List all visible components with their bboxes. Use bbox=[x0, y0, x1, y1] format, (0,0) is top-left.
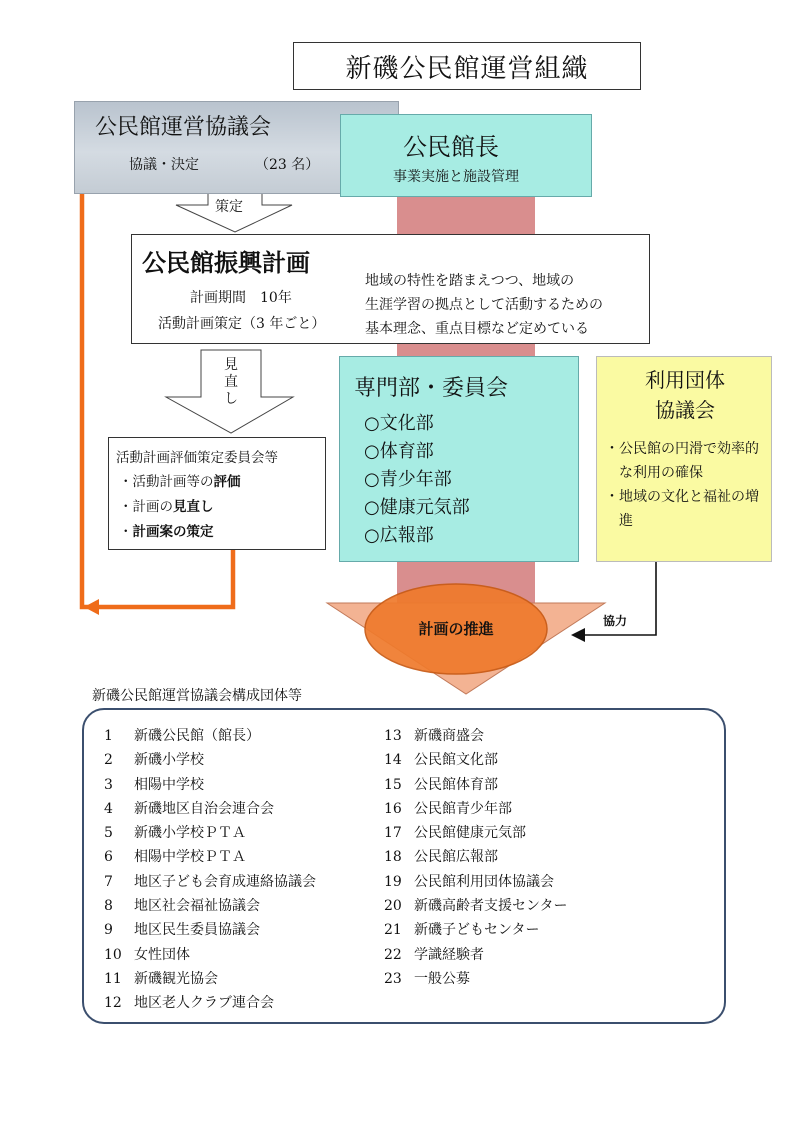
council-subtitle: 協議・決定 bbox=[129, 157, 199, 173]
member-name: 公民館利用団体協議会 bbox=[414, 873, 554, 890]
evaluation-title: 活動計画評価策定委員会等 bbox=[116, 450, 278, 466]
plan-description-line: 生涯学習の拠点として活動するための bbox=[365, 297, 603, 313]
member-name: 地区老人クラブ連合会 bbox=[134, 995, 274, 1012]
member-name: 公民館文化部 bbox=[414, 752, 498, 769]
member-name: 相陽中学校 bbox=[134, 776, 204, 793]
member-name: 公民館体育部 bbox=[414, 776, 498, 793]
member-number: 20 bbox=[384, 898, 402, 915]
member-row bbox=[104, 918, 316, 942]
member-name: 新磯観光協会 bbox=[134, 970, 218, 987]
member-row bbox=[104, 773, 316, 797]
establish-label: 策定 bbox=[215, 199, 243, 215]
member-number: 7 bbox=[104, 873, 113, 890]
member-name: 学識経験者 bbox=[414, 946, 484, 963]
member-row bbox=[104, 821, 316, 845]
member-row bbox=[384, 918, 567, 942]
review-label: 見直し bbox=[224, 357, 238, 407]
member-row bbox=[384, 724, 567, 748]
member-number: 10 bbox=[104, 946, 122, 963]
member-number: 11 bbox=[104, 970, 122, 987]
evaluation-item: ・活動計画等の評価 bbox=[119, 474, 241, 490]
council-count: （23 名） bbox=[255, 157, 320, 173]
user-groups-box bbox=[596, 356, 772, 562]
member-row bbox=[104, 845, 316, 869]
member-number: 3 bbox=[104, 776, 113, 793]
plan-description-line: 基本理念、重点目標など定めている bbox=[365, 321, 589, 337]
member-row bbox=[104, 797, 316, 821]
member-number: 2 bbox=[104, 752, 113, 769]
director-subtitle: 事業実施と施設管理 bbox=[393, 169, 519, 185]
member-number: 21 bbox=[384, 922, 402, 939]
member-row bbox=[384, 773, 567, 797]
user-groups-title bbox=[597, 365, 773, 425]
promotion-label: 計画の推進 bbox=[418, 620, 494, 638]
member-name: 地区社会福祉協議会 bbox=[134, 898, 260, 915]
members-column-right bbox=[384, 724, 567, 991]
plan-period: 計画期間 10年 bbox=[190, 290, 292, 306]
member-row bbox=[384, 943, 567, 967]
department-item: ○健康元気部 bbox=[364, 497, 470, 518]
evaluation-box bbox=[108, 437, 326, 550]
cooperation-label: 協力 bbox=[603, 614, 628, 628]
member-number: 9 bbox=[104, 922, 113, 939]
members-heading: 新磯公民館運営協議会構成団体等 bbox=[92, 688, 302, 704]
member-row bbox=[104, 894, 316, 918]
member-row bbox=[384, 748, 567, 772]
member-name: 新磯地区自治会連合会 bbox=[134, 800, 274, 817]
department-item: ○広報部 bbox=[364, 525, 434, 546]
member-number: 14 bbox=[384, 752, 402, 769]
member-name: 地区民生委員協議会 bbox=[134, 922, 260, 939]
member-row bbox=[104, 991, 316, 1015]
departments-list bbox=[364, 410, 470, 550]
member-number: 18 bbox=[384, 849, 402, 866]
page-title: 新磯公民館運営組織 bbox=[293, 42, 641, 90]
department-item: ○体育部 bbox=[364, 441, 434, 462]
member-number: 1 bbox=[104, 728, 113, 744]
member-name: 新磯商盛会 bbox=[414, 728, 484, 744]
flow-shaft-upper bbox=[397, 196, 535, 236]
user-groups-title-line: 利用団体 bbox=[645, 368, 725, 392]
user-groups-item: ・公民館の円滑で効率的な利用の確保 bbox=[605, 441, 759, 481]
member-number: 23 bbox=[384, 970, 402, 987]
evaluation-item: ・計画案の策定 bbox=[119, 524, 214, 540]
plan-description bbox=[365, 269, 603, 341]
member-name: 地区子ども会育成連絡協議会 bbox=[134, 873, 316, 890]
member-number: 6 bbox=[104, 849, 113, 866]
member-row bbox=[384, 797, 567, 821]
departments-title: 専門部・委員会 bbox=[354, 376, 509, 401]
member-number: 8 bbox=[104, 898, 113, 915]
member-row bbox=[384, 894, 567, 918]
member-row bbox=[384, 967, 567, 991]
director-box bbox=[340, 114, 592, 197]
member-name: 新磯子どもセンター bbox=[414, 922, 540, 939]
members-column-left bbox=[104, 724, 316, 1016]
cooperation-arrowhead bbox=[571, 628, 585, 642]
member-row bbox=[104, 724, 316, 748]
plan-description-line: 地域の特性を踏まえつつ、地域の bbox=[365, 273, 575, 289]
member-number: 17 bbox=[384, 825, 402, 842]
member-name: 公民館健康元気部 bbox=[414, 825, 526, 842]
user-groups-title-line: 協議会 bbox=[655, 398, 715, 422]
plan-cycle: 活動計画策定（3 年ごと） bbox=[158, 316, 326, 332]
member-row bbox=[104, 943, 316, 967]
member-name: 女性団体 bbox=[134, 946, 190, 963]
director-title: 公民館長 bbox=[403, 133, 499, 161]
member-name: 新磯公民館（館長） bbox=[134, 728, 260, 744]
department-item: ○青少年部 bbox=[364, 469, 452, 490]
member-row bbox=[384, 845, 567, 869]
member-name: 新磯小学校 bbox=[134, 752, 204, 769]
evaluation-item: ・計画の見直し bbox=[119, 499, 214, 515]
member-number: 5 bbox=[104, 825, 113, 842]
member-number: 19 bbox=[384, 873, 402, 890]
member-row bbox=[104, 748, 316, 772]
member-number: 22 bbox=[384, 946, 402, 963]
member-number: 12 bbox=[104, 995, 122, 1012]
feedback-arrowhead-bottom bbox=[84, 599, 99, 615]
council-title: 公民館運営協議会 bbox=[95, 115, 272, 140]
member-number: 13 bbox=[384, 728, 402, 744]
departments-box bbox=[339, 356, 579, 562]
plan-title: 公民館振興計画 bbox=[142, 249, 310, 277]
user-groups-list bbox=[605, 437, 767, 533]
member-number: 4 bbox=[104, 800, 113, 817]
department-item: ○文化部 bbox=[364, 413, 434, 434]
member-number: 15 bbox=[384, 776, 402, 793]
member-name: 新磯小学校ＰＴＡ bbox=[134, 825, 246, 842]
evaluation-list bbox=[119, 470, 241, 545]
user-groups-item: ・地域の文化と福祉の増進 bbox=[605, 489, 759, 529]
member-row bbox=[104, 967, 316, 991]
plan-box bbox=[131, 234, 650, 344]
member-row bbox=[384, 870, 567, 894]
member-row bbox=[104, 870, 316, 894]
member-name: 公民館青少年部 bbox=[414, 800, 512, 817]
member-name: 新磯高齢者支援センター bbox=[414, 898, 568, 915]
member-name: 相陽中学校ＰＴＡ bbox=[134, 849, 246, 866]
member-row bbox=[384, 821, 567, 845]
member-name: 公民館広報部 bbox=[414, 849, 498, 866]
member-name: 一般公募 bbox=[414, 970, 470, 987]
members-box bbox=[82, 708, 726, 1024]
member-number: 16 bbox=[384, 800, 402, 817]
